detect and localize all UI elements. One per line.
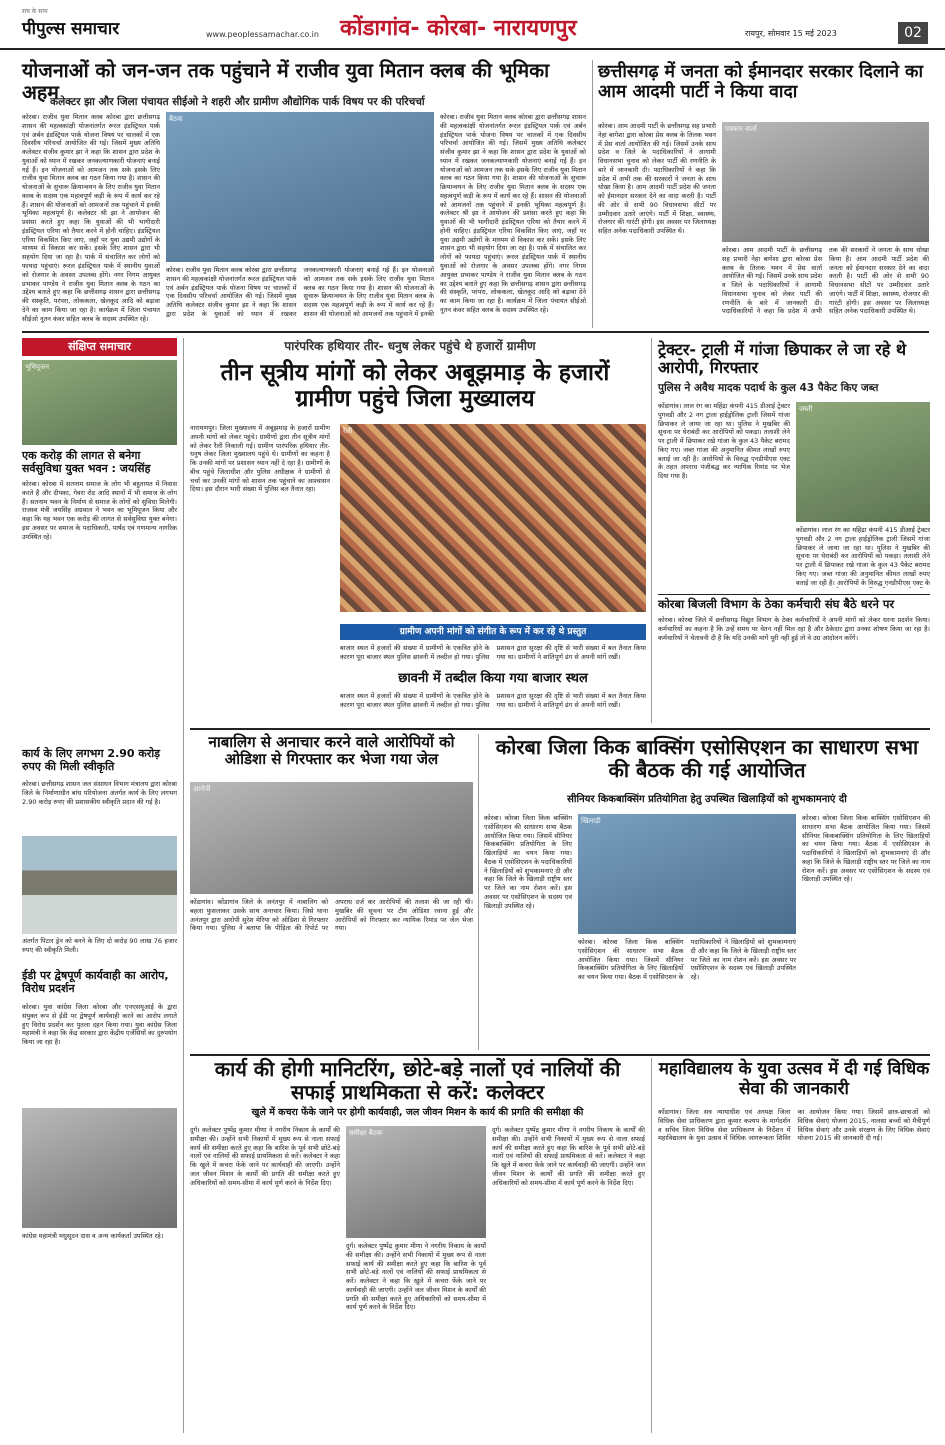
brief-item1-headline: एक करोड़ की लागत से बनेगा सर्वसुविधा युक्त भवन : जयसिंह (22, 449, 151, 475)
story1-subhead: कलेक्टर झा और जिला पंचायत सीईओ ने शहरी और ग्रामीण औद्योगिक पार्क विषय पर की परिचर्चा (50, 96, 425, 108)
story5-body: कोरबा। कोरबा जिले में छत्तीसगढ़ विद्युत विभाग के ठेका कर्मचारियों ने अपनी मांगों को लेकर धरना प्रदर्शन किया। कर्मचारियों का कहना है कि उन्हें समय पर वेतन नहीं मिल रहा है और ठेकेदार द्वारा उनका शोषण किया जा रहा है। कर्मचारियों ने चेतावनी दी है कि यदि उनकी मांगें पूरी नहीं हुई तो वे उग्र आंदोलन करेंगे। (658, 616, 930, 642)
issue-date: रायपुर, सोमवार 15 मई 2023 (745, 29, 837, 38)
brief-item2-body: कोरबा। छत्तीसगढ़ शासन जल संसाधन विभाग मंत्रालय द्वारा कोरबा जिले के निर्माणाधीन बांध परियोजना अंतर्गत कार्य के लिए लगभग 2.90 करोड़ रुपए की प्रशासकीय स्वीकृति प्रदान की गई है। (22, 780, 177, 806)
story4-body-col2: कोंडागांव। लाल रंग का महिंद्रा कंपनी 415 डीआई ट्रेक्टर पुगवडी और 2 नग ट्राला हाईड्रोलिक ट्राली जिसमें गांजा छिपाकर ले जाया जा रहा था। पुलिस ने मुखबिर की सूचना पर घेराबंदी कर आरोपियों को पकड़ा। तलाशी लेने पर ट्राली में छिपाकर रखे गांजा के कुल 43 पैकेट बरामद किए गए। जब्त गांजा की अनुमानित कीमत लाखों रुपए बताई जा रही है। आरोपियों के विरुद्ध एनडीपीएस एक्ट के (796, 526, 930, 587)
story1-body-col2: कोरबा। राजीव युवा मितान क्लब कोरबा द्वारा छत्तीसगढ़ शासन की महत्वकांक्षी योजनांतर्गत रूरल इंडस्ट्रियल पार्क एवं अर्बन इंडस्ट्रियल पार्क योजना विषय पर चालकों में एक दिवसीय परिचर्चा आयोजित की गई। जिसमें मुख्य अतिथि कलेक्टर संजीव कुमार झा ने कहा कि शासन द्वारा प्रदेश के युवाओं को ध्यान में रखकर जनकल्याणकारी योजनाएं बनाई गई हैं। इन योजनाओं को आमजन तक सके इसके लिए राजीव युवा मितान क्लब का गठन किया गया है। शासन की योजनाओं के सुचारू क्रियान्वयन के लिए राजीव युवा मितान क्लब के सदस्य एक महत्वपूर्ण कड़ी के रूप में कार्य कर रहे हैं। शासन की योजनाओं को आमजनों तक पहुंचाने में इनकी (166, 266, 434, 318)
story4-photo: जब्ती (796, 402, 930, 522)
story6-body: कोंडागांव। कोंडागांव जिले के अनंतपुर में नाबालिग को बहला फुसलाकर उसके साथ अनाचार किया। जिसे थाना अनंतपुर द्वारा आरोपी सुरेश मेरिया को ओडिशा से गिरफ्तार किया गया। पुलिस ने बताया कि पीड़िता की रिपोर्ट पर अपराध दर्ज कर आरोपियों की तलाश की जा रही थी। मुखबिर की सूचना पर टीम ओडिशा रवाना हुई और आरोपियों को गिरफ्तार कर न्यायिक रिमांड पर जेल भेजा गया। (190, 898, 473, 933)
story8-body-col3: दुर्ग। कलेक्टर पुष्पेंद्र कुमार मीणा ने नगरीय निकाय के कार्यों की समीक्षा की। उन्होंने सभी निकायों में मुख्य रूप से नाला सफाई कार्य की समीक्षा करते हुए कहा कि बारिश के पूर्व सभी छोटे-बड़े नालों एवं नालियों की सफाई प्राथमिकता से करें। कलेक्टर ने कहा कि खुले में कचरा फेंके जाने पर कार्यवाही की जाएगी। उन्होंने जल जीवन मिशन के कार्यों की प्रगति की समीक्षा करते हुए अधिकारियों को समय-सीमा में कार्य पूर्ण करने के निर्देश दिए। (492, 1126, 645, 1187)
brief-item2-headline: कार्य के लिए लगभग 2.90 करोड़ रुपए की मिली स्वीकृति (22, 747, 161, 773)
story7-body-col1: कोरबा। कोरबा जिला किक बाक्सिंग एसोसिएशन की साधारण सभा बैठक आयोजित किया गया। जिसमें सीनियर किकबाक्सिंग प्रतियोगिता के लिए खिलाड़ियों का चयन किया गया। बैठक में एसोसिएशन के पदाधिकारियों ने खिलाड़ियों को शुभकामनाएं दी और कहा कि जिले के खिलाड़ी राष्ट्रीय स्तर पर जिले का नाम रोशन करें। इस अवसर पर एसोसिएशन के सदस्य एवं खिलाड़ी उपस्थित रहे। (484, 814, 572, 910)
story4-body: कोंडागांव। लाल रंग का महिंद्रा कंपनी 415 डीआई ट्रेक्टर पुगवडी और 2 नग ट्राला हाईड्रोलिक ट्राली जिसमें गांजा छिपाकर ले जाया जा रहा था। पुलिस ने मुखबिर की सूचना पर घेराबंदी कर आरोपियों को पकड़ा। तलाशी लेने पर ट्राली में छिपाकर रखे गांजा के कुल 43 पैकेट बरामद किए गए। जब्त गांजा की अनुमानित कीमत लाखों रुपए बताई जा रही है। आरोपियों के विरुद्ध एनडीपीएस एक्ट के तहत अपराध पंजीबद्ध कर न्यायिक रिमांड पर भेज दिया गया है। (658, 402, 790, 481)
story3-sub2-body: बाजार स्थल में हजारों की संख्या में ग्रामीणों के एकत्रित होने के कारण पूरा बाजार स्थल पुलिस छावनी में तब्दील हो गया। पुलिस प्रशासन द्वारा सुरक्षा की दृष्टि से भारी संख्या में बल तैनात किया गया था। ग्रामीणों ने शांतिपूर्ण ढंग से अपनी मांगें रखीं। (340, 692, 646, 709)
story8-body-col1: दुर्ग। कलेक्टर पुष्पेंद्र कुमार मीणा ने नगरीय निकाय के कार्यों की समीक्षा की। उन्होंने सभी निकायों में मुख्य रूप से नाला सफाई कार्य की समीक्षा करते हुए कहा कि बारिश के पूर्व सभी छोटे-बड़े नालों एवं नालियों की सफाई प्राथमिकता से करें। कलेक्टर ने कहा कि खुले में कचरा फेंके जाने पर कार्यवाही की जाएगी। उन्होंने जल जीवन मिशन के कार्यों की प्रगति की समीक्षा करते हुए अधिकारियों को समय-सीमा में कार्य पूर्ण करने के निर्देश दिए। (190, 1126, 340, 1187)
protest-photo (22, 1108, 177, 1228)
newspaper-logo: सच के साथ पीपुल्स समाचार (22, 8, 120, 39)
story6-headline: नाबालिग से अनाचार करने वाले आरोपियों को ओडिशा से गिरफ्तार कर भेजा गया जेल (208, 733, 455, 769)
dam-caption: अंतर्गत पिटल ड्रेन को बनने के लिए दो करोड़ 90 लाख 76 हजार रुपए की स्वीकृति मिली। (22, 937, 177, 954)
website-link[interactable]: www.peoplessamachar.co.in (206, 30, 319, 39)
story3-body-col1: नारायणपुर। जिला मुख्यालय में अबूझमाड़ के हजारों ग्रामीण अपनी मांगों को लेकर पहुंचे। ग्रामीणों द्वारा तीन सूत्रीय मांगों को लेकर रैली निकाली गई। ग्रामीण पारंपरिक हथियार तीर-धनुष लेकर जिला मुख्यालय पहुंचे थे। ग्रामीणों का कहना है कि उनकी मांगों पर प्रशासन ध्यान नहीं दे रहा है। ग्रामीणों के बीच पहुंचे जिलाधीश और पुलिस अधीक्षक ने ग्रामीणों से चर्चा कर उनकी मांगों को शासन तक पहुंचाने का आश्वासन दिया। इस दौरान भारी संख्या में पुलिस बल तैनात रहा। (190, 424, 330, 494)
story7-photo: खिलाड़ी (578, 814, 796, 934)
story3-body-col2: बाजार स्थल में हजारों की संख्या में ग्रामीणों के एकत्रित होने के कारण पूरा बाजार स्थल पुलिस छावनी में तब्दील हो गया। पुलिस प्रशासन द्वारा सुरक्षा की दृष्टि से भारी संख्या में बल तैनात किया गया था। ग्रामीणों ने शांतिपूर्ण ढंग से अपनी मांगें रखीं। (340, 644, 646, 661)
story9-headline: महाविद्यालय के युवा उत्सव में दी गई विधिक सेवा की जानकारी (658, 1059, 930, 1099)
story3-sub2-headline: छावनी में तब्दील किया गया बाजार स्थल (398, 671, 588, 686)
story2-photo: पत्रकार वार्ता (722, 122, 929, 242)
story8-body-col2: दुर्ग। कलेक्टर पुष्पेंद्र कुमार मीणा ने नगरीय निकाय के कार्यों की समीक्षा की। उन्होंने सभी निकायों में मुख्य रूप से नाला सफाई कार्य की समीक्षा करते हुए कहा कि बारिश के पूर्व सभी छोटे-बड़े नालों एवं नालियों की सफाई प्राथमिकता से करें। कलेक्टर ने कहा कि खुले में कचरा फेंके जाने पर कार्यवाही की जाएगी। उन्होंने जल जीवन मिशन के कार्यों की प्रगति की समीक्षा करते हुए अधिकारियों को समय-सीमा में कार्य पूर्ण करने के निर्देश दिए। (346, 1242, 486, 1312)
story2-headline: छत्तीसगढ़ में जनता को ईमानदार सरकार दिलाने का आम आदमी पार्टी ने किया वादा (598, 62, 924, 103)
story1-body-col3: कोरबा। राजीव युवा मितान क्लब कोरबा द्वारा छत्तीसगढ़ शासन की महत्वकांक्षी योजनांतर्गत रूरल इंडस्ट्रियल पार्क एवं अर्बन इंडस्ट्रियल पार्क योजना विषय पर चालकों में एक दिवसीय परिचर्चा आयोजित की गई। जिसमें मुख्य अतिथि कलेक्टर संजीव कुमार झा ने कहा कि शासन द्वारा प्रदेश के युवाओं को ध्यान में रखकर जनकल्याणकारी योजनाएं बनाई गई हैं। इन योजनाओं को आमजन तक सके इसके लिए राजीव युवा मितान क्लब का गठन किया गया है। शासन की योजनाओं के सुचारू क्रियान्वयन के लिए राजीव युवा मितान क्लब के सदस्य एक महत्वपूर्ण कड़ी के रूप में कार्य कर रहे हैं। शासन की योजनाओं को आमजनों तक पहुंचाने में इनकी भूमिका महत्वपूर्ण है। कलेक्टर श्री झा ने आयोजन की प्रशंसा करते हुए कहा कि युवाओं की भी भागीदारी इंडस्ट्रियल एरिया को तैयार करने में होनी चाहिए। इंडस्ट्रियल एरिया विकसित किए जाएं, जहाँ पर युवा उद्यमी उद्योगों के माध्यम से विकास कर सकें। इसके लिए शासन द्वारा भी सहयोग दिया जा रहा है। पार्क में संचालित कर लोगों को फायदा पहुंचाएं। रूरल इंडस्ट्रियल पार्क में स्थानीय युवाओं को रोजगार के अवसर उपलब्ध होंगे। नगर निगम आयुक्त प्रभाकर पाण्डेय ने राजीव युवा मितान क्लब के गठन का उद्देश्य बताते हुए कहा कि छत्तीसगढ़ शासन द्वारा छत्तीसगढ़ की संस्कृति, परंपरा, लोककला, खेलकूद आदि को बढ़ावा देने का काम किया जा रहा है। कार्यक्रम में जिला पंचायत सीईओ नूतन कंवर सहित क्लब के सदस्य उपस्थित रहे। (440, 113, 586, 314)
story1-photo: बैठक (166, 112, 434, 262)
story3-headline: तीन सूत्रीय मांगों को लेकर अबूझमाड़ के हजारों ग्रामीण पहुंचे जिला मुख्यालय (220, 360, 610, 413)
story9-body: कोंडागांव। जिला सत्र न्यायाधीश एवं अध्यक्ष जिला विधिक सेवा प्राधिकरण द्वारा कुमार कश्यप के मार्गदर्शन व सचिव जिला विधिक सेवा प्राधिकरण के निर्देशन में महाविद्यालय के युवा उत्सव में विधिक जागरूकता शिविर का आयोजन किया गया। जिसमें छात्र-छात्राओं को विधिक सेवाएं योजना 2015, नालसा बच्चों को मैत्रीपूर्ण विधिक सेवाएं और उनके संरक्षण के लिए विधिक सेवाएं योजना 2015 की जानकारी दी गई। (658, 1108, 930, 1143)
story2-body-col1: कोरबा। आम आदमी पार्टी के छत्तीसगढ़ सह प्रभारी नेहा बागेशा द्वारा कोरबा प्रेस क्लब के तिलक भवन में प्रेस वार्ता आयोजित की गई। जिसमें उनके साथ प्रदेश व जिले के पदाधिकारियों ने आगामी विधानसभा चुनाव को लेकर पार्टी की रणनीति के बारे में जानकारी दी। पदाधिकारियों ने कहा कि प्रदेश में अभी तक की सरकारों ने जनता के साथ धोखा किया है। आम आदमी पार्टी प्रदेश की जनता को ईमानदार सरकार देने का वादा करती है। पार्टी की ओर से सभी 90 विधानसभा सीटों पर उम्मीदवार उतारे जाएंगे। पार्टी में शिक्षा, स्वास्थ्य, रोजगार की गारंटी होगी। इस अवसर पर जिलाध्यक्ष सहित अनेक पदाधिकारी उपस्थित थे। (598, 122, 716, 236)
story7-headline: कोरबा जिला किक बाक्सिंग एसोसिएशन का साधारण सभा की बैठक की गई आयोजित (495, 735, 919, 782)
story7-body-col3: कोरबा। कोरबा जिला किक बाक्सिंग एसोसिएशन की साधारण सभा बैठक आयोजित किया गया। जिसमें सीनियर किकबाक्सिंग प्रतियोगिता के लिए खिलाड़ियों का चयन किया गया। बैठक में एसोसिएशन के पदाधिकारियों ने खिलाड़ियों को शुभकामनाएं दी और कहा कि जिले के खिलाड़ी राष्ट्रीय स्तर पर जिले का नाम रोशन करें। इस अवसर पर एसोसिएशन के सदस्य एवं खिलाड़ी उपस्थित रहे। (802, 814, 930, 884)
story3-banner: ग्रामीण अपनी मांगों को संगीत के रूप में कर रहे थे प्रस्तुत (340, 624, 646, 640)
section-title: कोंडागांव- कोरबा- नारायणपुर (340, 16, 577, 41)
story8-headline: कार्य की होगी मानिटरिंग, छोटे-बड़े नालों एवं नालियों की सफाई प्राथमिकता से करें: कलेक्टर (214, 1057, 621, 1104)
brief-item3-headline: ईडी पर द्वेषपूर्ण कार्यवाही का आरोप, विरोध प्रदर्शन (22, 969, 169, 995)
protest-caption: कांग्रेस महामंत्री मधुसूदन दास व अन्य कार्यकर्ता उपस्थित रहे। (22, 1232, 164, 1240)
story4-headline: ट्रेक्टर- ट्राली में गांजा छिपाकर ले जा रहे थे आरोपी, गिरफ्तार (658, 340, 907, 378)
dam-photo (22, 836, 177, 934)
logo-tagline: सच के साथ (22, 8, 48, 15)
story3-photo: रैली (340, 424, 646, 612)
story8-photo: समीक्षा बैठक (346, 1126, 486, 1238)
story7-body-col2: कोरबा। कोरबा जिला किक बाक्सिंग एसोसिएशन की साधारण सभा बैठक आयोजित किया गया। जिसमें सीनियर किकबाक्सिंग प्रतियोगिता के लिए खिलाड़ियों का चयन किया गया। बैठक में एसोसिएशन के पदाधिकारियों ने खिलाड़ियों को शुभकामनाएं दी और कहा कि जिले के खिलाड़ी राष्ट्रीय स्तर पर जिले का नाम रोशन करें। इस अवसर पर एसोसिएशन के सदस्य एवं खिलाड़ी उपस्थित रहे। (578, 938, 796, 982)
story8-subhead: खुले में कचरा फेंके जाने पर होगी कार्यवाही, जल जीवन मिशन के कार्य की प्रगति की समीक्षा की (251, 1107, 584, 1118)
story3-kicker: पारंपरिक हथियार तीर- धनुष लेकर पहुंचे थे हजारों ग्रामीण (284, 339, 536, 353)
story4-subhead: पुलिस ने अवैध मादक पदार्थ के कुल 43 पैकेट किए जब्त (658, 382, 879, 394)
brief-label: संक्षिप्त समाचार (22, 338, 177, 356)
story5-headline: कोरबा बिजली विभाग के ठेका कर्मचारी संघ बैठे धरने पर (658, 597, 895, 611)
page-number: 02 (898, 22, 928, 44)
story1-headline: योजनाओं को जन-जन तक पहुंचाने में राजीव युवा मितान क्लब की भूमिका अहम (22, 59, 550, 105)
brief-item1-body: कोरबा। कोरबा में सतनाम समाज के लोग भी बहुतायत में निवास करते हैं और दीपका, गेवरा रोड आदि स्थानों में भी समाज के लोग हैं। सतनाम भवन के निर्माण से समाज के लोगों को सुविधा मिलेगी। राजस्व मंत्री जयसिंह अग्रवाल ने भवन का भूमिपूजन किया और कहा कि यह भवन एक करोड़ की लागत से सर्वसुविधा युक्त बनेगा। इस अवसर पर समाज के पदाधिकारी, पार्षद एवं गणमान्य नागरिक उपस्थित रहे। (22, 480, 177, 541)
story2-body-col2: कोरबा। आम आदमी पार्टी के छत्तीसगढ़ सह प्रभारी नेहा बागेशा द्वारा कोरबा प्रेस क्लब के तिलक भवन में प्रेस वार्ता आयोजित की गई। जिसमें उनके साथ प्रदेश व जिले के पदाधिकारियों ने आगामी विधानसभा चुनाव को लेकर पार्टी की रणनीति के बारे में जानकारी दी। पदाधिकारियों ने कहा कि प्रदेश में अभी तक की सरकारों ने जनता के साथ धोखा किया है। आम आदमी पार्टी प्रदेश की जनता को ईमानदार सरकार देने का वादा करती है। पार्टी की ओर से सभी 90 विधानसभा सीटों पर उम्मीदवार उतारे जाएंगे। पार्टी में शिक्षा, स्वास्थ्य, रोजगार की गारंटी होगी। इस अवसर पर जिलाध्यक्ष सहित अनेक पदाधिकारी उपस्थित थे। (722, 246, 929, 316)
masthead (0, 0, 945, 50)
story7-subhead: सीनियर किकबाक्सिंग प्रतियोगिता हेतु उपस्थित खिलाड़ियों को शुभकामनाएं दी (567, 794, 847, 805)
story1-body-col1: कोरबा। राजीव युवा मितान क्लब कोरबा द्वारा छत्तीसगढ़ शासन की महत्वकांक्षी योजनांतर्गत रूरल इंडस्ट्रियल पार्क एवं अर्बन इंडस्ट्रियल पार्क योजना विषय पर चालकों में एक दिवसीय परिचर्चा आयोजित की गई। जिसमें मुख्य अतिथि कलेक्टर संजीव कुमार झा ने कहा कि शासन द्वारा प्रदेश के युवाओं को ध्यान में रखकर जनकल्याणकारी योजनाएं बनाई गई हैं। इन योजनाओं को आमजन तक सके इसके लिए राजीव युवा मितान क्लब का गठन किया गया है। शासन की योजनाओं के सुचारू क्रियान्वयन के लिए राजीव युवा मितान क्लब के सदस्य एक महत्वपूर्ण कड़ी के रूप में कार्य कर रहे हैं। शासन की योजनाओं को आमजनों तक पहुंचाने में इनकी भूमिका महत्वपूर्ण है। कलेक्टर श्री झा ने आयोजन की प्रशंसा करते हुए कहा कि युवाओं की भी भागीदारी इंडस्ट्रियल एरिया को तैयार करने में होनी चाहिए। इंडस्ट्रियल एरिया विकसित किए जाएं, जहाँ पर युवा उद्यमी उद्योगों के माध्यम से विकास कर सकें। इसके लिए शासन द्वारा भी सहयोग दिया जा रहा है। पार्क में संचालित कर लोगों को फायदा पहुंचाएं। रूरल इंडस्ट्रियल पार्क में स्थानीय युवाओं को रोजगार के अवसर उपलब्ध होंगे। नगर निगम आयुक्त प्रभाकर पाण्डेय ने राजीव युवा मितान क्लब के गठन का उद्देश्य बताते हुए कहा कि छत्तीसगढ़ शासन द्वारा छत्तीसगढ़ की संस्कृति, परंपरा, लोककला, खेलकूद आदि को बढ़ावा देने का काम किया जा रहा है। कार्यक्रम में जिला पंचायत सीईओ नूतन कंवर सहित क्लब के सदस्य उपस्थित रहे। (22, 113, 160, 323)
story6-photo: आरोपी (190, 782, 473, 894)
brief-photo: भूमिपूजन (22, 360, 177, 445)
brief-item3-body: कोरबा। युवा कांग्रेस जिला कोरबा और एनएसयूआई के द्वारा संयुक्त रूप से ईडी पर द्वेषपूर्ण कार्यवाही करने का आरोप लगाते हुए विरोध प्रदर्शन कर पुतला दहन किया गया। युवा कांग्रेस जिला महामंत्री ने कहा कि केंद्र सरकार द्वारा केंद्रीय एजेंसियों का दुरुपयोग किया जा रहा है। (22, 1003, 177, 1047)
